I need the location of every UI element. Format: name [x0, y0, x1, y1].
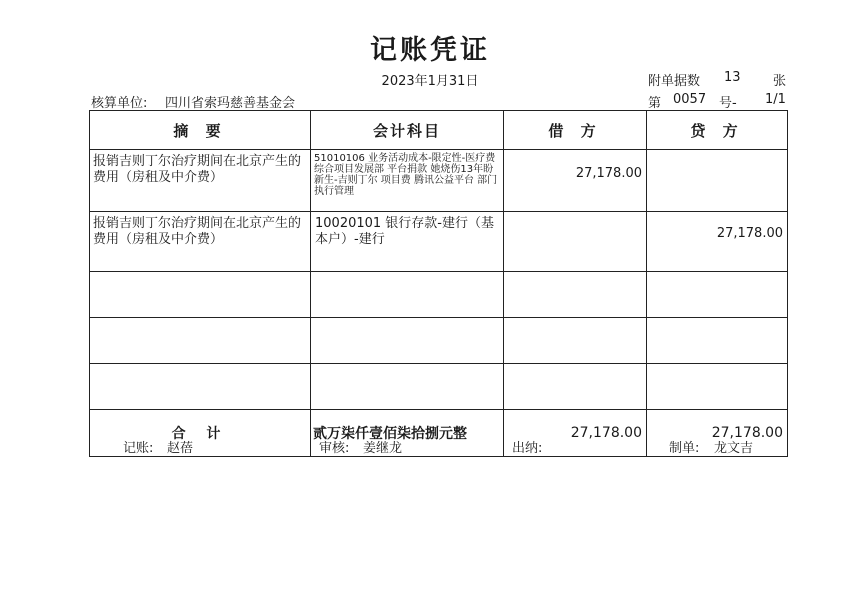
bookkeeper-label: 记账: — [123, 441, 154, 456]
row-credit — [647, 150, 788, 212]
row-account — [311, 272, 504, 318]
number-suffix: 号- — [719, 96, 737, 111]
row-credit — [647, 364, 788, 410]
voucher-date: 2023年1月31日 — [381, 74, 479, 89]
row-debit: 27,178.00 — [504, 150, 647, 212]
maker-name: 龙文吉 — [714, 441, 754, 456]
reviewer-name: 姜继龙 — [363, 441, 403, 456]
header-debit: 借 方 — [504, 111, 647, 150]
total-debit: 27,178.00 — [504, 410, 647, 457]
total-amount-words: 贰万柒仟壹佰柒拾捌元整 — [311, 410, 504, 457]
table-row — [90, 212, 788, 272]
row-summary: 报销吉则丁尔治疗期间在北京产生的费用（房租及中介费） — [90, 212, 311, 272]
row-debit — [504, 364, 647, 410]
unit-name: 四川省索玛慈善基金会 — [165, 96, 296, 111]
row-summary — [90, 272, 311, 318]
row-account: 10020101 银行存款-建行（基本户）-建行 — [311, 212, 504, 272]
row-summary — [90, 364, 311, 410]
table-row — [90, 364, 788, 410]
row-debit — [504, 212, 647, 272]
total-credit: 27,178.00 — [647, 410, 788, 457]
row-summary: 报销吉则丁尔治疗期间在北京产生的费用（房租及中介费） — [90, 150, 311, 212]
row-summary — [90, 318, 311, 364]
voucher-title: 记账凭证 — [370, 35, 490, 66]
voucher-table — [89, 110, 788, 457]
unit-label: 核算单位: — [91, 96, 148, 111]
row-debit — [504, 272, 647, 318]
number-prefix: 第 — [648, 96, 662, 111]
header-account: 会计科目 — [311, 111, 504, 150]
header-credit: 贷 方 — [647, 111, 788, 150]
maker-label: 制单: — [669, 441, 700, 456]
table-row — [90, 150, 788, 212]
reviewer-label: 审核: — [319, 441, 350, 456]
cashier-label: 出纳: — [512, 441, 543, 456]
row-debit — [504, 318, 647, 364]
bookkeeper-name: 赵蓓 — [167, 441, 194, 456]
total-label: 合 计 — [90, 410, 311, 457]
row-account: 51010106 业务活动成本-限定性-医疗费 综合项目发展部 平台捐款 她烧伤13年盼新生-吉则丁尔 项目费 腾讯公益平台 部门执行管理 — [311, 150, 504, 212]
row-credit — [647, 318, 788, 364]
header-summary: 摘 要 — [90, 111, 311, 150]
attachment-count: 13 — [724, 70, 741, 85]
table-row — [90, 318, 788, 364]
attachment-label: 附单据数 — [648, 74, 701, 89]
row-credit: 27,178.00 — [647, 212, 788, 272]
row-account — [311, 364, 504, 410]
table-header-row — [90, 111, 788, 150]
voucher-number: 0057 — [673, 92, 707, 107]
page-indicator: 1/1 — [765, 92, 786, 107]
attachment-unit: 张 — [773, 74, 787, 89]
row-account — [311, 318, 504, 364]
table-row — [90, 272, 788, 318]
row-credit — [647, 272, 788, 318]
